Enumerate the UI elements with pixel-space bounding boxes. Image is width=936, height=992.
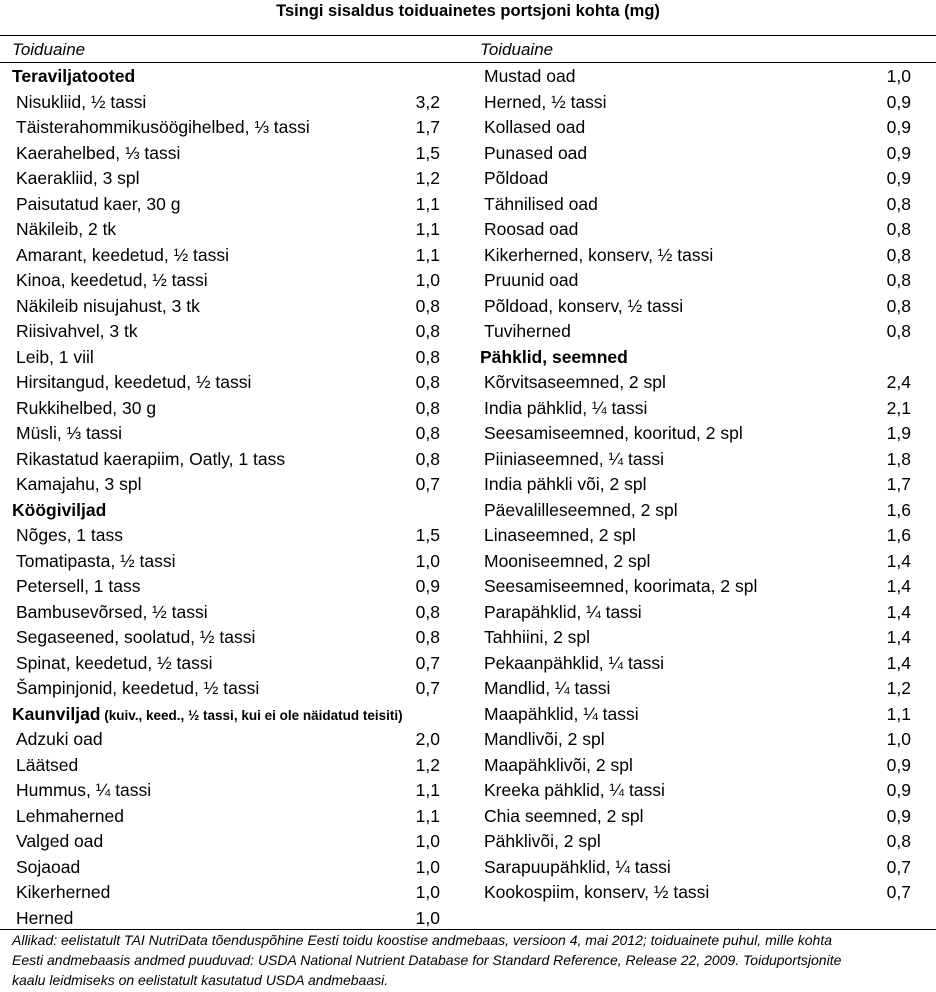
food-name: Läätsed xyxy=(16,754,79,775)
zinc-value: 0,8 xyxy=(415,448,440,469)
table-row xyxy=(480,192,911,218)
zinc-value: 0,8 xyxy=(886,321,911,341)
category-name: Köögiviljad xyxy=(12,499,107,520)
category-name: Teraviljatooted xyxy=(12,66,136,86)
table-title: Tsingi sisaldus toiduainetes portsjoni kohta (mg) xyxy=(276,2,660,20)
food-name: Kikerherned xyxy=(16,882,111,902)
table-row xyxy=(12,804,440,830)
table-row xyxy=(12,294,440,320)
table-row xyxy=(12,115,440,141)
table-row xyxy=(480,166,911,192)
table-row xyxy=(12,243,440,269)
table-row xyxy=(480,625,911,651)
zinc-value: 0,7 xyxy=(886,882,911,902)
zinc-value: 1,5 xyxy=(415,142,440,163)
food-name: Kaerahelbed, ⅓ tassi xyxy=(16,142,181,163)
zinc-value: 0,8 xyxy=(415,423,440,443)
zinc-value: 0,8 xyxy=(886,244,911,265)
food-name: Pähklivõi, 2 spl xyxy=(484,831,601,851)
food-name: Sojaoad xyxy=(16,856,81,877)
food-name: Mandlivõi, 2 spl xyxy=(484,729,605,749)
food-name: Põldoad, konserv, ½ tassi xyxy=(484,295,684,316)
table-row xyxy=(12,141,440,167)
table-row xyxy=(12,651,440,677)
zinc-value: 1,7 xyxy=(415,117,440,137)
right-column-header: Toiduaine xyxy=(480,40,554,59)
food-name: Hummus, ¼ tassi xyxy=(16,780,152,800)
zinc-value: 0,8 xyxy=(886,193,911,214)
food-name: Kreeka pähklid, ¼ tassi xyxy=(484,780,665,800)
food-name: Tuviherned xyxy=(484,321,571,341)
table-row xyxy=(480,421,911,447)
table-row xyxy=(12,192,440,218)
table-row xyxy=(480,778,911,804)
zinc-value: 0,8 xyxy=(415,295,440,316)
food-name: Roosad oad xyxy=(484,219,579,239)
header-rule xyxy=(0,62,936,63)
category-row xyxy=(480,345,911,371)
food-name: Petersell, 1 tass xyxy=(16,576,141,596)
zinc-value: 1,0 xyxy=(415,882,440,902)
table-row xyxy=(12,90,440,116)
food-name: Bambusevõrsed, ½ tassi xyxy=(16,601,208,622)
zinc-value: 0,7 xyxy=(886,856,911,877)
food-name: Punased oad xyxy=(484,142,588,163)
table-row xyxy=(12,396,440,422)
table-row xyxy=(480,676,911,702)
food-name: Mustad oad xyxy=(484,66,576,86)
zinc-value: 0,9 xyxy=(886,168,911,188)
zinc-value: 0,7 xyxy=(415,474,440,494)
zinc-value: 2,0 xyxy=(415,729,440,749)
zinc-value: 0,8 xyxy=(415,627,440,647)
table-row xyxy=(12,906,440,932)
zinc-value: 0,9 xyxy=(415,576,440,596)
food-name: Tähnilised oad xyxy=(484,193,598,214)
zinc-value: 1,5 xyxy=(415,525,440,545)
food-name: Mandlid, ¼ tassi xyxy=(484,678,611,698)
table-row xyxy=(480,727,911,753)
category-row xyxy=(12,64,440,90)
table-row xyxy=(480,855,911,881)
table-row xyxy=(12,829,440,855)
food-name: Seesamiseemned, kooritud, 2 spl xyxy=(484,423,743,443)
food-name: Valged oad xyxy=(16,831,104,851)
food-name: Päevalilleseemned, 2 spl xyxy=(484,499,678,520)
zinc-value: 1,8 xyxy=(886,448,911,469)
table-row xyxy=(480,64,911,90)
zinc-value: 1,4 xyxy=(886,550,911,571)
food-name: Müsli, ⅓ tassi xyxy=(16,423,122,443)
top-rule xyxy=(0,35,936,36)
food-name: Näkileib nisujahust, 3 tk xyxy=(16,295,200,316)
food-name: Sarapuupähklid, ¼ tassi xyxy=(484,856,671,877)
source-note xyxy=(12,930,932,990)
food-name: Põldoad xyxy=(484,168,549,188)
table-row xyxy=(480,574,911,600)
food-name: Šampinjonid, keedetud, ½ tassi xyxy=(16,678,260,698)
food-name: Täisterahommikusöögihelbed, ⅓ tassi xyxy=(16,117,310,137)
table-row xyxy=(12,421,440,447)
table-row xyxy=(12,625,440,651)
zinc-value: 1,6 xyxy=(886,525,911,545)
food-name: Paisutatud kaer, 30 g xyxy=(16,193,181,214)
table-row xyxy=(12,472,440,498)
food-name: Amarant, keedetud, ½ tassi xyxy=(16,244,230,265)
zinc-value: 0,8 xyxy=(886,831,911,851)
table-row xyxy=(480,702,911,728)
table-row xyxy=(480,804,911,830)
source-note-line-2: Eesti andmebaasis andmed puuduvad: USDA National Nutrient Database for Standard Reference, Release 22, 2009. Toiduportsjonite xyxy=(12,952,842,968)
table-row xyxy=(480,294,911,320)
zinc-value: 2,4 xyxy=(886,372,911,392)
food-name: India pähkli või, 2 spl xyxy=(484,474,647,494)
food-name: Maapähklivõi, 2 spl xyxy=(484,754,633,775)
table-row xyxy=(480,115,911,141)
zinc-value: 0,8 xyxy=(886,295,911,316)
zinc-value: 0,8 xyxy=(415,601,440,622)
category-name: Kaunviljad (kuiv., keed., ½ tassi, kui ei ole näidatud teisiti) xyxy=(12,703,403,724)
food-name: Herned, ½ tassi xyxy=(484,91,607,112)
left-column xyxy=(12,64,440,931)
table-row xyxy=(480,600,911,626)
table-row xyxy=(12,549,440,575)
food-name: Riisivahvel, 3 tk xyxy=(16,321,138,341)
table-row xyxy=(12,166,440,192)
food-name: Nisukliid, ½ tassi xyxy=(16,91,147,112)
zinc-value: 1,0 xyxy=(415,831,440,851)
zinc-value: 1,4 xyxy=(886,601,911,622)
zinc-value: 1,0 xyxy=(415,907,440,928)
food-name: Seesamiseemned, koorimata, 2 spl xyxy=(484,576,758,596)
food-name: Leib, 1 viil xyxy=(16,346,94,367)
food-name: Näkileib, 2 tk xyxy=(16,219,117,239)
zinc-value: 1,4 xyxy=(886,627,911,647)
zinc-value: 0,9 xyxy=(886,91,911,112)
food-name: Kikerherned, konserv, ½ tassi xyxy=(484,244,714,265)
table-row xyxy=(480,498,911,524)
table-row xyxy=(12,217,440,243)
zinc-value: 1,0 xyxy=(886,66,911,86)
table-row xyxy=(12,727,440,753)
zinc-value: 0,9 xyxy=(886,780,911,800)
zinc-value: 0,8 xyxy=(415,397,440,418)
food-name: Hirsitangud, keedetud, ½ tassi xyxy=(16,372,252,392)
table-row xyxy=(480,549,911,575)
table-row xyxy=(480,829,911,855)
category-row xyxy=(12,498,440,524)
food-name: Kinoa, keedetud, ½ tassi xyxy=(16,270,208,290)
food-name: Mooniseemned, 2 spl xyxy=(484,550,651,571)
table-row xyxy=(480,523,911,549)
zinc-value: 0,9 xyxy=(886,805,911,826)
food-name: Tomatipasta, ½ tassi xyxy=(16,550,176,571)
table-row xyxy=(480,370,911,396)
zinc-value: 1,1 xyxy=(415,219,440,239)
zinc-value: 3,2 xyxy=(415,91,440,112)
table-row xyxy=(480,268,911,294)
food-name: Adzuki oad xyxy=(16,729,103,749)
zinc-value: 1,1 xyxy=(415,193,440,214)
zinc-value: 0,9 xyxy=(886,754,911,775)
food-name: Kõrvitsaseemned, 2 spl xyxy=(484,372,666,392)
food-name: India pähklid, ¼ tassi xyxy=(484,397,648,418)
zinc-value: 0,8 xyxy=(886,270,911,290)
zinc-value: 0,8 xyxy=(415,321,440,341)
table-row xyxy=(12,855,440,881)
table-row xyxy=(480,447,911,473)
category-note: (kuiv., keed., ½ tassi, kui ei ole näidatud teisiti) xyxy=(100,707,403,723)
zinc-value: 0,7 xyxy=(415,678,440,698)
table-row xyxy=(480,217,911,243)
food-name: Kaerakliid, 3 spl xyxy=(16,168,140,188)
food-name: Spinat, keedetud, ½ tassi xyxy=(16,652,213,673)
table-row xyxy=(480,472,911,498)
table-row xyxy=(12,753,440,779)
table-row xyxy=(480,90,911,116)
zinc-value: 1,1 xyxy=(415,805,440,826)
zinc-value: 0,8 xyxy=(415,346,440,367)
table-row xyxy=(12,447,440,473)
table-row xyxy=(480,141,911,167)
food-name: Kookospiim, konserv, ½ tassi xyxy=(484,882,710,902)
source-note-line-1: Allikad: eelistatult TAI NutriData tõenduspõhine Eesti toidu koostise andmebaas, versioon 4, mai 2012; toiduainete puhul, mille kohta xyxy=(12,932,832,948)
food-name: Linaseemned, 2 spl xyxy=(484,525,636,545)
zinc-value: 1,0 xyxy=(415,856,440,877)
table-row xyxy=(12,268,440,294)
zinc-value: 1,0 xyxy=(886,729,911,749)
food-name: Tahhiini, 2 spl xyxy=(484,627,591,647)
food-name: Maapähklid, ¼ tassi xyxy=(484,703,639,724)
table-row xyxy=(12,523,440,549)
table-row xyxy=(12,370,440,396)
table-row xyxy=(12,600,440,626)
food-name: Piiniaseemned, ¼ tassi xyxy=(484,448,664,469)
zinc-value: 1,0 xyxy=(415,550,440,571)
zinc-value: 1,4 xyxy=(886,576,911,596)
table-row xyxy=(480,243,911,269)
zinc-value: 1,7 xyxy=(886,474,911,494)
zinc-value: 0,8 xyxy=(415,372,440,392)
food-name: Pruunid oad xyxy=(484,270,579,290)
zinc-value: 1,2 xyxy=(886,678,911,698)
zinc-value: 1,6 xyxy=(886,499,911,520)
zinc-value: 1,4 xyxy=(886,652,911,673)
food-name: Kollased oad xyxy=(484,117,586,137)
zinc-value: 1,1 xyxy=(415,780,440,800)
food-name: Chia seemned, 2 spl xyxy=(484,805,644,826)
category-name: Pähklid, seemned xyxy=(480,346,628,367)
food-name: Rikastatud kaerapiim, Oatly, 1 tass xyxy=(16,448,286,469)
zinc-value: 0,7 xyxy=(415,652,440,673)
source-note-line-3: kaalu leidmiseks on eelistatult kasutatud USDA andmebaasi. xyxy=(12,972,389,988)
food-name: Pekaanpähklid, ¼ tassi xyxy=(484,652,664,673)
left-column-header: Toiduaine xyxy=(12,40,86,59)
table-row xyxy=(480,396,911,422)
table-row xyxy=(12,676,440,702)
food-name: Lehmaherned xyxy=(16,805,124,826)
table-row xyxy=(480,319,911,345)
category-row xyxy=(12,702,440,728)
zinc-value: 1,1 xyxy=(415,244,440,265)
food-name: Parapähklid, ¼ tassi xyxy=(484,601,642,622)
zinc-value: 0,8 xyxy=(886,219,911,239)
table-row xyxy=(12,778,440,804)
zinc-value: 1,0 xyxy=(415,270,440,290)
table-row xyxy=(12,345,440,371)
zinc-value: 2,1 xyxy=(886,397,911,418)
zinc-value: 1,2 xyxy=(415,168,440,188)
table-row xyxy=(480,753,911,779)
table-row xyxy=(12,574,440,600)
table-row xyxy=(12,880,440,906)
zinc-value: 1,9 xyxy=(886,423,911,443)
zinc-value: 0,9 xyxy=(886,142,911,163)
zinc-value: 1,1 xyxy=(886,703,911,724)
table-row xyxy=(480,651,911,677)
food-name: Kamajahu, 3 spl xyxy=(16,474,142,494)
food-name: Herned xyxy=(16,907,74,928)
food-name: Nõges, 1 tass xyxy=(16,525,123,545)
table-row xyxy=(480,880,911,906)
zinc-value: 1,2 xyxy=(415,754,440,775)
food-name: Rukkihelbed, 30 g xyxy=(16,397,157,418)
zinc-value: 0,9 xyxy=(886,117,911,137)
food-name: Segaseened, soolatud, ½ tassi xyxy=(16,627,256,647)
table-row xyxy=(12,319,440,345)
right-column xyxy=(480,64,911,906)
